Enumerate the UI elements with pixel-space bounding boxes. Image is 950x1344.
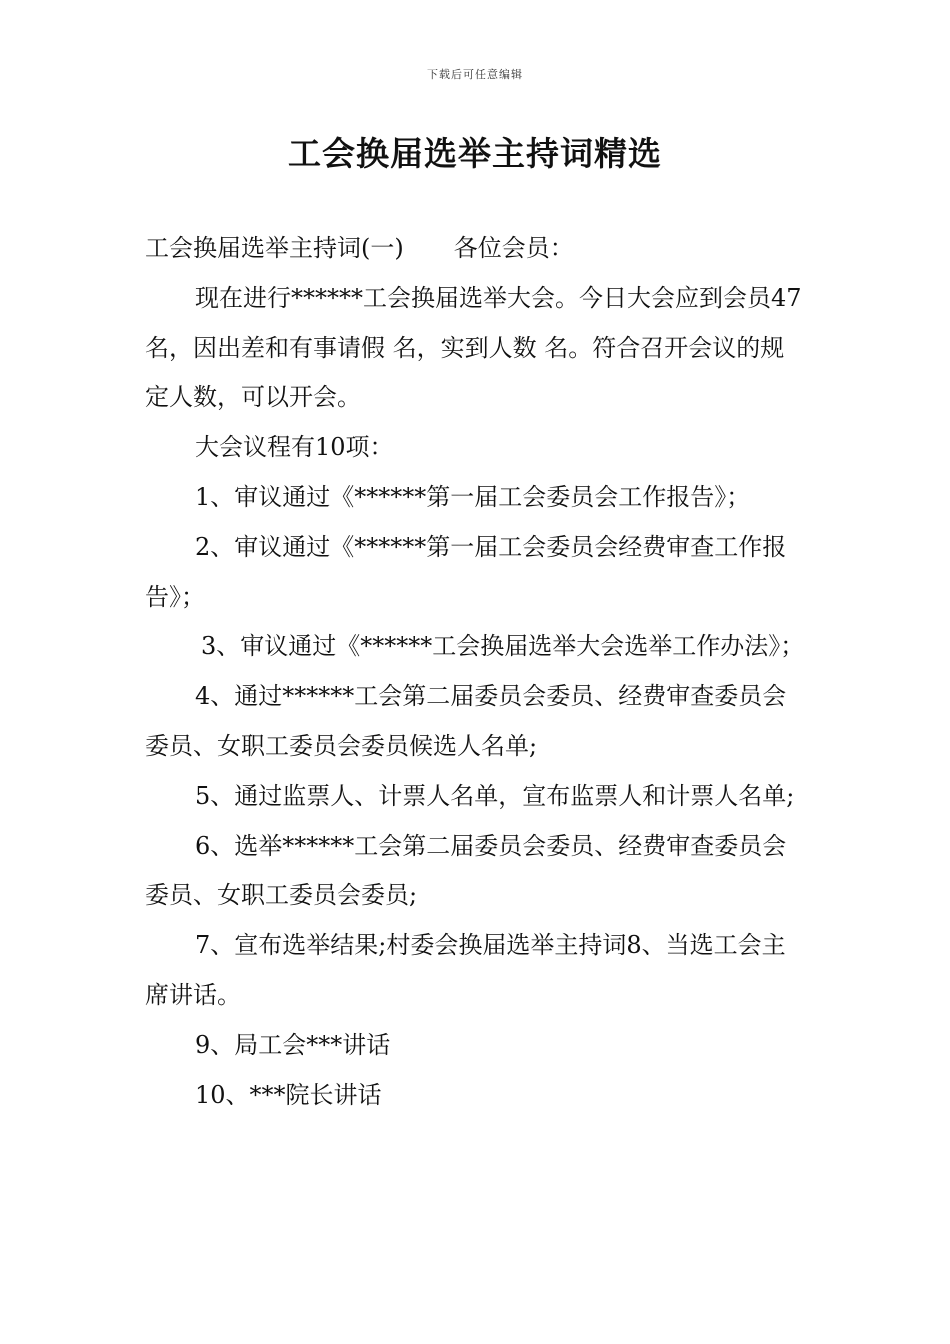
agenda-item-10: 10、***院长讲话: [195, 1080, 382, 1109]
document-body: [145, 224, 807, 1120]
paragraph-opening: 现在进行******工会换届选举大会。今日大会应到会员47名，因出差和有事请假 名，实到人数 名。符合召开会议的规定人数，可以开会。: [145, 283, 802, 412]
intro-line: [145, 224, 807, 274]
agenda-item-9: 9、局工会***讲话: [195, 1030, 391, 1059]
agenda-item-4: 4、通过******工会第二届委员会委员、经费审查委员会委员、女职工委员会委员候选人名单;: [145, 682, 787, 760]
intro-greeting: 各位会员：: [453, 234, 574, 262]
agenda-item-6: 6、选举******工会第二届委员会委员、经费审查委员会委员、女职工委员会委员;: [145, 831, 787, 910]
header-note: 下载后可任意编辑: [427, 68, 523, 81]
agenda-item-1: 1、审议通过《******第一届工会委员会工作报告》；: [195, 482, 751, 511]
agenda-item-2: 2、审议通过《******第一届工会委员会经费审查工作报告》；: [145, 532, 787, 611]
paragraph-agenda-intro: 大会议程有10项：: [195, 433, 394, 462]
agenda-item-7-8: 7、宣布选举结果;村委会换届选举主持词8、当选工会主席讲话。: [145, 931, 786, 1009]
document-title: 工会换届选举主持词精选: [288, 134, 662, 173]
intro-heading: 工会换届选举主持词(一): [145, 234, 404, 262]
agenda-item-5: 5、通过监票人、计票人名单，宣布监票人和计票人名单;: [195, 781, 795, 810]
agenda-item-3: 3、审议通过《******工会换届选举大会选举工作办法》；: [201, 632, 805, 661]
